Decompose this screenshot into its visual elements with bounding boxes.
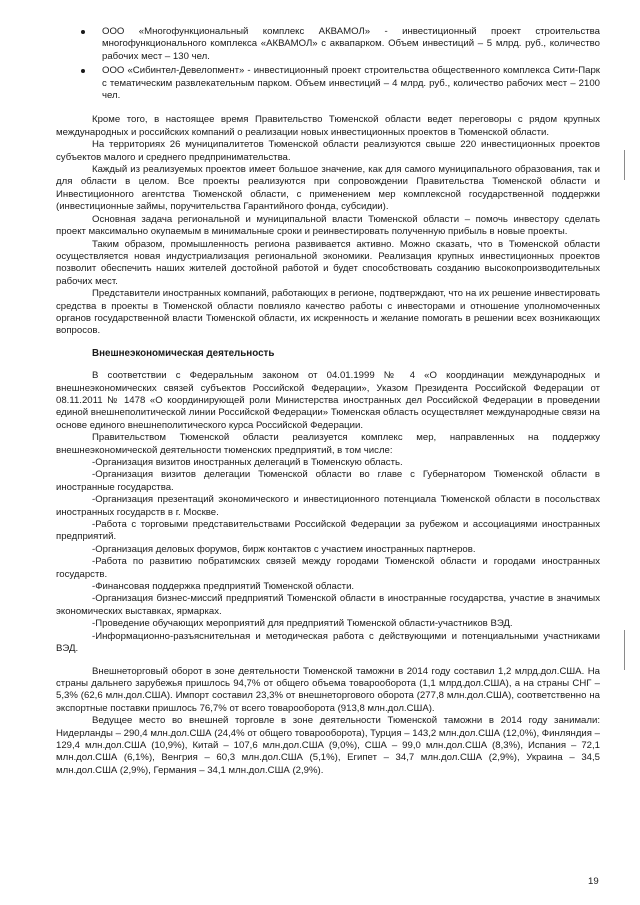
project-bullet-list [74,26,600,102]
paragraph: Каждый из реализуемых проектов имеет большое значение, как для самого муниципального образования, так и для области в целом. Все проекты реализуются при сопровождении Правительства Тюменской области и Инвестиционного агентства Тюменской области, с применением мер комплексной государственной поддержки (инвестиционные займы, поручительства Гарантийного фонда, субсидии). [56,164,600,213]
measure-item: -Организация визитов иностранных делегаций в Тюменскую область. [92,457,403,468]
measure-item: -Финансовая поддержка предприятий Тюменской области. [92,581,355,593]
spacer [56,338,600,348]
measure-item: -Организация деловых форумов, бирж контактов с участием иностранных партнеров. [92,543,476,555]
paragraph: Внешнеторговый оборот в зоне деятельности Тюменской таможни в 2014 году составил 1,2 млрд.дол.США. На страны дальнего зарубежья пришлось 94,7% от общего объема товарооборота (1,1 млрд.дол.США), а на страны СНГ – 5,3% (62,6 млн.дол.США). Импорт составил 23,3% от внешнеторгового оборота (277,8 млн.дол.США), соответственно на экспортные поставки пришлось 76,7% от всего товарооборота (913,8 млн.дол.США). [56,665,600,714]
bullet-item: ООО «Сибинтел-Девелопмент» - инвестиционный проект строительства общественного комплекса Сити-Парк с тематическим развлекательным парком. Объем инвестиций – 4 млрд. руб., количество рабочих мест – 2100 чел. [74,65,600,102]
scan-edge-mark [624,150,625,180]
paragraph: Ведущее место во внешней торговле в зоне деятельности Тюменской таможни в 2014 году занимали: Нидерланды – 290,4 млн.дол.США (24,4% от общего товарооборота), Турция – 143,2 млн.дол.США (12,0%), Финляндия – 129,4 млн.дол.США (10,9%), Китай – 107,6 млн.дол.США (9,0%), США – 99,0 млн.дол.США (8,3%), Испания – 72,1 млн.дол.США (6,1%), Венгрия – 60,3 млн.дол.США (5,1%), Египет – 34,7 млн.дол.США (2,9%), Украина – 34,5 млн.дол.США (2,9%), Германия – 34,1 млн.дол.США (2,9%). [56,715,600,776]
measure-item: -Организация презентаций экономического и инвестиционного потенциала Тюменской области в посольствах иностранных государств в г. Москве. [56,494,600,518]
page-number: 19 [588,876,599,887]
section-heading: Внешнеэкономическая деятельность [92,347,275,359]
spacer [56,104,600,114]
scan-edge-mark [624,630,625,670]
bullet-item: ООО «Многофункциональный комплекс АКВАМОЛ» - инвестиционный проект строительства многофункционального комплекса «АКВАМОЛ» с аквапарком. Объем инвестиций – 5 млрд. руб., количество рабочих мест – 130 чел. [74,26,600,63]
measure-item: -Работа по развитию побратимских связей между городами Тюменской области и городами иностранных государств. [56,556,600,580]
measure-item: -Организация визитов делегации Тюменской области во главе с Губернатором Тюменской области в иностранные государства. [56,469,600,493]
measure-item: -Организация бизнес-миссий предприятий Тюменской области в иностранные государства, участие в значимых экономических выставках, ярмарках. [56,593,600,617]
spacer [56,656,600,666]
measure-item: -Проведение обучающих мероприятий для предприятий Тюменской области-участников ВЭД. [92,618,513,630]
paragraph: Представители иностранных компаний, работающих в регионе, подтверждают, что на их решение инвестировать средства в проекты в Тюменской области повлияло качество работы с инвесторами и отношение уполномоченных органов государственной власти Тюменской области, их искренность и желание помогать в решении всех возникающих вопросов. [56,288,600,337]
paragraph: Кроме того, в настоящее время Правительство Тюменской области ведет переговоры с рядом крупных международных и российских компаний о реализации новых инвестиционных проектов в Тюменской области. [56,114,600,138]
paragraph: Правительством Тюменской области реализуется комплекс мер, направленных на поддержку внешнеэкономической деятельности тюменских предприятий, в том числе: [56,432,600,456]
paragraph: Таким образом, промышленность региона развивается активно. Можно сказать, что в Тюменской области осуществляется новая индустриализация региональной экономики. Реализация крупных инвестиционных проектов позволит обеспечить наших жителей достойной работой и будет способствовать созданию высокопроизводительных рабочих мест. [56,238,600,287]
paragraph: Основная задача региональной и муниципальной власти Тюменской области – помочь инвестору сделать проект максимально окупаемым в минимальные сроки и реинвестировать полученную прибыль в новые проекты. [56,213,600,238]
document-body [56,26,600,777]
measure-item: -Информационно-разъяснительная и методическая работа с действующими и потенциальными участниками ВЭД. [56,630,600,655]
paragraph: На территориях 26 муниципалитетов Тюменской области реализуются свыше 220 инвестиционных проектов субъектов малого и среднего предпринимательства. [56,139,600,163]
measure-item: -Работа с торговыми представительствами Российской Федерации за рубежом и ассоциациями иностранных предприятий. [56,519,600,543]
paragraph: В соответствии с Федеральным законом от 04.01.1999 № 4 «О координации международных и внешнеэкономических связей субъектов Российской Федерации», Указом Президента Российской Федерации от 08.11.2011 № 1478 «О координирующей роли Министерства иностранных дел Российской Федерации в проведении единой внешнеполитической линии Российской Федерации» Тюменская область осуществляет международные связи на основе единого внешнеполитического курса Российской Федерации. [56,370,600,431]
spacer [56,360,600,370]
